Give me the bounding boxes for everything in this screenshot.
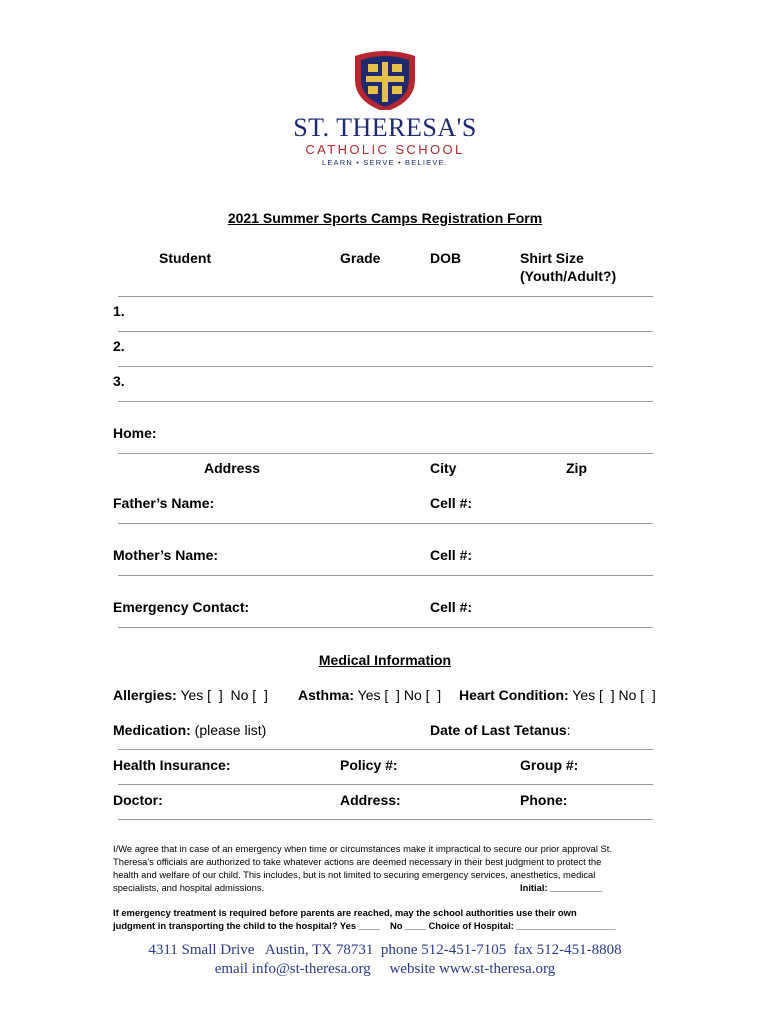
mother-cell-label: Cell #: xyxy=(430,547,473,563)
doctor-phone-label: Phone: xyxy=(520,792,568,808)
emergency-treatment-line: If emergency treatment is required before parents are reached, may the school authorities use their own xyxy=(113,907,577,918)
footer-address: 4311 Small Drive Austin, TX 78731 phone 512-451-7105 fax 512-451-8808 xyxy=(148,942,622,958)
divider xyxy=(118,784,653,785)
divider xyxy=(118,331,653,332)
emergency-treatment-paragraph xyxy=(113,906,658,932)
medication-note: (please list) xyxy=(190,722,267,738)
home-field-line[interactable] xyxy=(118,453,653,454)
divider xyxy=(118,366,653,367)
doctor-label: Doctor: xyxy=(113,792,163,808)
school-logo xyxy=(290,50,480,170)
medication-label: Medication: xyxy=(113,722,191,738)
father-field-line[interactable] xyxy=(118,523,653,524)
father-name-label: Father’s Name: xyxy=(113,495,215,511)
school-crest-icon xyxy=(290,50,480,110)
emergency-treatment-line[interactable]: judgment in transporting the child to the hospital? Yes ____ No ____ Choice of Hospital: ___________________ xyxy=(113,920,616,931)
asthma-label: Asthma: xyxy=(298,687,355,703)
address-caption: Address xyxy=(204,460,261,476)
heart-condition-label: Heart Condition: xyxy=(459,687,569,703)
divider xyxy=(118,819,653,820)
initial-field[interactable]: Initial: __________ xyxy=(520,882,603,893)
student-row-1[interactable]: 1. xyxy=(113,303,125,319)
emergency-cell-label: Cell #: xyxy=(430,599,473,615)
school-subtitle: CATHOLIC SCHOOL xyxy=(305,142,465,157)
asthma-options[interactable]: Yes [ ] No [ ] xyxy=(354,687,442,703)
student-row-3[interactable]: 3. xyxy=(113,373,125,389)
policy-label: Policy #: xyxy=(340,757,398,773)
emergency-contact-label: Emergency Contact: xyxy=(113,599,250,615)
header-dob: DOB xyxy=(430,250,462,266)
header-shirt-size: Shirt Size xyxy=(520,250,584,266)
divider xyxy=(118,749,653,750)
school-name: ST. THERESA'S xyxy=(293,113,477,142)
allergies-label: Allergies: xyxy=(113,687,177,703)
heart-condition-options[interactable]: Yes [ ] No [ ] xyxy=(568,687,656,703)
consent-line: specialists, and hospital admissions. xyxy=(113,882,265,893)
city-caption: City xyxy=(430,460,457,476)
medical-heading: Medical Information xyxy=(318,652,452,668)
health-insurance-label: Health Insurance: xyxy=(113,757,231,773)
header-grade: Grade xyxy=(340,250,381,266)
consent-line: health and welfare of our child. This includes, but is not limited to securing emergency services, anesthetics, medical xyxy=(113,869,596,880)
form-title: 2021 Summer Sports Camps Registration Form xyxy=(227,210,543,226)
student-row-2[interactable]: 2. xyxy=(113,338,125,354)
asthma-field[interactable] xyxy=(298,687,441,704)
consent-line: I/We agree that in case of an emergency when time or circumstances make it impractical to secure our prior approval St. xyxy=(113,843,613,854)
allergies-field[interactable] xyxy=(113,687,268,704)
father-cell-label: Cell #: xyxy=(430,495,473,511)
medication-field[interactable] xyxy=(113,722,266,739)
tetanus-label: Date of Last Tetanus xyxy=(430,722,567,738)
consent-line: Theresa's officials are authorized to take whatever actions are deemed necessary in their best judgment to protect the xyxy=(113,856,602,867)
emergency-field-line[interactable] xyxy=(118,627,653,628)
tetanus-colon: : xyxy=(566,722,571,738)
zip-caption: Zip xyxy=(566,460,587,476)
divider xyxy=(118,401,653,402)
mother-field-line[interactable] xyxy=(118,575,653,576)
header-shirt-size-note: (Youth/Adult?) xyxy=(520,268,617,284)
doctor-address-label: Address: xyxy=(340,792,401,808)
allergies-options[interactable]: Yes [ ] No [ ] xyxy=(176,687,268,703)
mother-name-label: Mother’s Name: xyxy=(113,547,219,563)
header-student: Student xyxy=(159,250,212,266)
school-motto: LEARN • SERVE • BELIEVE. xyxy=(321,158,449,167)
tetanus-field[interactable] xyxy=(430,722,571,739)
home-label: Home: xyxy=(113,425,157,441)
footer-contact: email info@st-theresa.org website www.st-theresa.org xyxy=(214,961,556,977)
divider xyxy=(118,296,653,297)
group-label: Group #: xyxy=(520,757,579,773)
heart-condition-field[interactable] xyxy=(459,687,656,704)
